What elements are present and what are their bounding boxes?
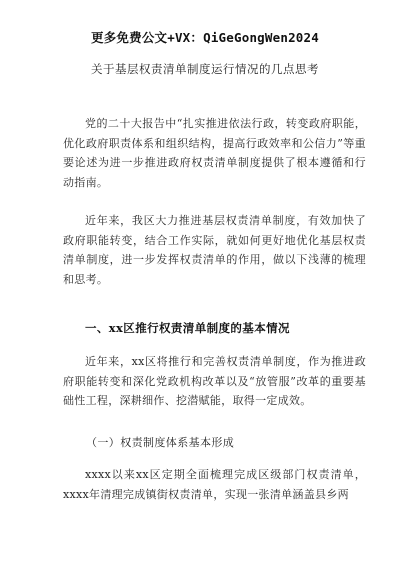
- subsection-heading: （一）权责制度体系基本形成: [86, 436, 235, 449]
- document-title: 关于基层权责清单制度运行情况的几点思考: [91, 62, 319, 76]
- paragraph-intro: 党的二十大报告中“扎实推进依法行政，转变政府职能，优化政府职责体系和组织结构，提高行政效率和公信力”等重要论述为进一步推进政府权责清单制度提供了根本遵循和行动指南。: [63, 117, 366, 189]
- section-heading: 一、xx区推行权责清单制度的基本情况: [85, 321, 290, 335]
- paragraph-recent-years: 近年来，我区大力推进基层权责清单制度，有效加快了政府职能转变，结合工作实际，就如何更好地优化基层权责清单制度，进一步发挥权责清单的作用，做以下浅薄的梳理和思考。: [63, 214, 366, 286]
- paragraph-basic-situation: 近年来，xx区将推行和完善权责清单制度，作为推进政府职能转变和深化党政机构改革以及“放管服”改革的重要基础性工程，深耕细作、挖潜赋能，取得一定成效。: [63, 355, 366, 407]
- paragraph-system-formed: xxxx以来xx区定期全面梳理完成区级部门权责清单，xxxx年清理完成镇街权责清单，实现一张清单涵盖县乡两: [63, 468, 366, 501]
- promo-header: 更多免费公文+VX：QiGeGongWen2024: [91, 30, 319, 45]
